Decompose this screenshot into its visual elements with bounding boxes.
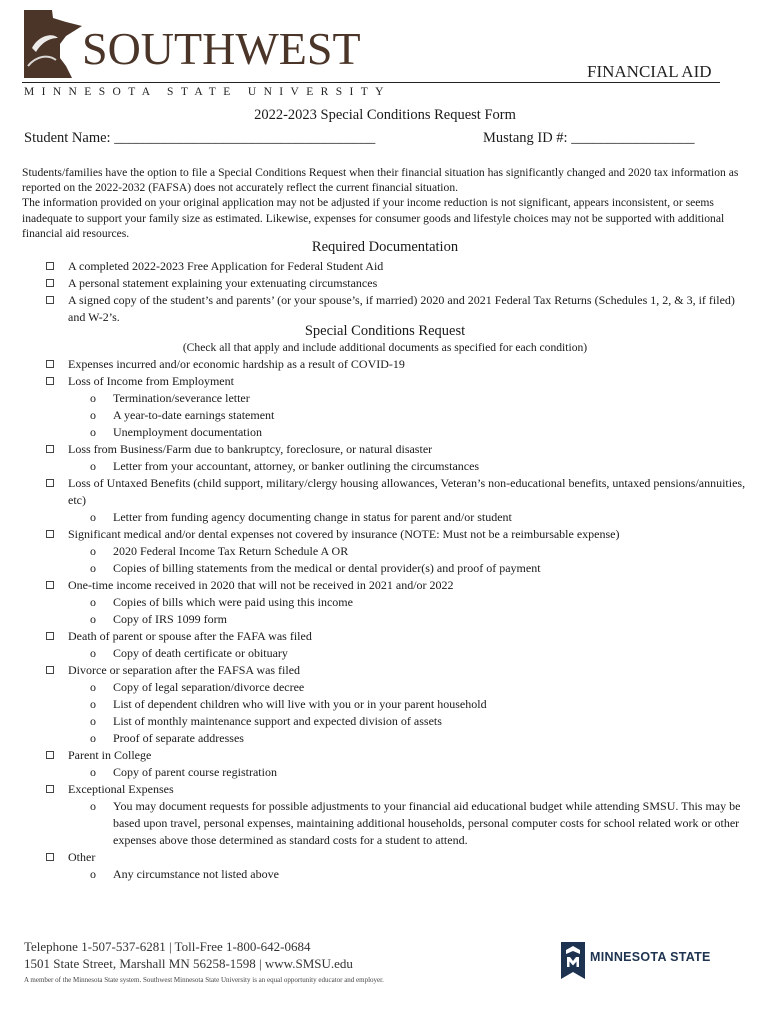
checkbox[interactable] xyxy=(46,785,54,793)
condition-sub-item xyxy=(46,713,746,730)
condition-sub-item-label: Letter from funding agency documenting change in status for parent and/or student xyxy=(113,510,512,524)
condition-item[interactable] xyxy=(46,356,746,373)
condition-item[interactable] xyxy=(46,747,746,764)
condition-sub-item xyxy=(46,696,746,713)
footer-address-line: 1501 State Street, Marshall MN 56258-1598 | www.SMSU.edu xyxy=(24,956,353,971)
condition-sub-item-label: You may document requests for possible adjustments to your financial aid educational budget while attending SMSU. This may be based upon travel, personal expenses, maintaining additional households, personal computer costs for school related work or other expenses above those determined as standard costs for a student to attend. xyxy=(113,799,741,847)
condition-item-label: Other xyxy=(68,850,96,864)
special-conditions-heading: Special Conditions Request xyxy=(304,323,466,339)
form-title: 2022-2023 Special Conditions Request Form xyxy=(254,107,516,123)
bullet-icon: o xyxy=(90,680,96,694)
checkbox[interactable] xyxy=(46,296,54,304)
condition-sub-item xyxy=(46,509,746,526)
condition-sub-item-label: Copies of bills which were paid using this income xyxy=(113,595,353,609)
minnesota-state-outline-logo xyxy=(22,8,84,82)
condition-sub-item-label: Letter from your accountant, attorney, or banker outlining the circumstances xyxy=(113,459,480,473)
special-conditions-instruction: (Check all that apply and include additional documents as specified for each condition) xyxy=(182,341,588,354)
required-documentation-list xyxy=(46,258,746,326)
intro-paragraph: Students/families have the option to file a Special Conditions Request when their financial situation has significantly changed and 2020 tax information as reported on the 2022-2032 (FAFSA) does not accurately reflect the current financial situation. xyxy=(22,166,739,195)
condition-item-label: Expenses incurred and/or economic hardship as a result of COVID-19 xyxy=(68,357,405,371)
checklist-item[interactable] xyxy=(46,258,746,275)
condition-sub-item-label: A year-to-date earnings statement xyxy=(113,408,275,422)
condition-item[interactable] xyxy=(46,662,746,679)
bullet-icon: o xyxy=(90,765,96,779)
checkbox[interactable] xyxy=(46,632,54,640)
checkbox[interactable] xyxy=(46,530,54,538)
checkbox[interactable] xyxy=(46,360,54,368)
checklist-item-label: A personal statement explaining your extenuating circumstances xyxy=(68,276,378,290)
bullet-icon: o xyxy=(90,391,96,405)
condition-item-label: Loss of Untaxed Benefits (child support, military/clergy housing allowances, Veteran’s non-educational benefits, untaxed pensions/annuities, etc) xyxy=(68,476,746,507)
condition-item-label: Exceptional Expenses xyxy=(68,782,174,796)
condition-sub-item xyxy=(46,798,746,849)
bullet-icon: o xyxy=(90,731,96,745)
minnesota-state-logo-text: MINNESOTA STATE xyxy=(590,950,711,964)
checklist-item-label: A completed 2022-2023 Free Application for Federal Student Aid xyxy=(68,259,384,273)
department-label: FINANCIAL AID xyxy=(587,62,712,81)
condition-item[interactable] xyxy=(46,441,746,458)
footer-phone-line: Telephone 1-507-537-6281 | Toll-Free 1-800-642-0684 xyxy=(24,939,311,954)
condition-sub-item-label: Termination/severance letter xyxy=(113,391,250,405)
mustang-id-field[interactable]: Mustang ID #: _________________ xyxy=(483,130,695,146)
checklist-item-label: A signed copy of the student’s and parents’ (or your spouse’s, if married) 2020 and 2021 Federal Tax Returns (Schedules 1, 2, & 3, if filed) and W-2’s. xyxy=(68,293,735,324)
condition-item[interactable] xyxy=(46,475,746,509)
required-documentation-heading: Required Documentation xyxy=(311,239,459,255)
checkbox[interactable] xyxy=(46,377,54,385)
condition-sub-item xyxy=(46,560,746,577)
condition-sub-item xyxy=(46,424,746,441)
intro-paragraph: The information provided on your original application may not be adjusted if your income reduction is not significant, appears inconsistent, or seems inadequate to support your family size as estimated. Likewise, expenses for consumer goods and lifestyle choices may not be supported with additional financial aid resources. xyxy=(22,196,725,240)
condition-sub-item xyxy=(46,764,746,781)
condition-item-label: Loss of Income from Employment xyxy=(68,374,234,388)
condition-sub-item-label: List of monthly maintenance support and expected division of assets xyxy=(113,714,442,728)
bullet-icon: o xyxy=(90,561,96,575)
condition-item[interactable] xyxy=(46,373,746,390)
condition-sub-item xyxy=(46,866,746,883)
checkbox[interactable] xyxy=(46,279,54,287)
checkbox[interactable] xyxy=(46,445,54,453)
condition-item-label: Loss from Business/Farm due to bankruptcy, foreclosure, or natural disaster xyxy=(68,442,433,456)
bullet-icon: o xyxy=(90,612,96,626)
condition-item-label: One-time income received in 2020 that will not be received in 2021 and/or 2022 xyxy=(68,578,454,592)
condition-sub-item xyxy=(46,645,746,662)
condition-sub-item-label: Copy of parent course registration xyxy=(113,765,277,779)
checklist-item[interactable] xyxy=(46,292,746,326)
bullet-icon: o xyxy=(90,799,96,813)
minnesota-state-logo-icon xyxy=(561,942,585,979)
condition-sub-item xyxy=(46,458,746,475)
condition-sub-item xyxy=(46,407,746,424)
special-conditions-list xyxy=(46,356,746,883)
university-subtitle: MINNESOTA STATE UNIVERSITY xyxy=(24,86,391,98)
condition-sub-item-label: Copy of death certificate or obituary xyxy=(113,646,288,660)
condition-sub-item xyxy=(46,730,746,747)
bullet-icon: o xyxy=(90,425,96,439)
condition-item-label: Divorce or separation after the FAFSA was filed xyxy=(68,663,301,677)
condition-sub-item xyxy=(46,594,746,611)
condition-sub-item-label: List of dependent children who will live with you or in your parent household xyxy=(113,697,487,711)
condition-sub-item-label: Copy of IRS 1099 form xyxy=(113,612,227,626)
condition-item-label: Death of parent or spouse after the FAFA was filed xyxy=(68,629,312,643)
condition-item[interactable] xyxy=(46,577,746,594)
condition-item[interactable] xyxy=(46,849,746,866)
condition-sub-item-label: Copies of billing statements from the medical or dental provider(s) and proof of payment xyxy=(113,561,541,575)
checkbox[interactable] xyxy=(46,262,54,270)
condition-sub-item-label: Any circumstance not listed above xyxy=(113,867,279,881)
university-logo-text: SOUTHWEST xyxy=(82,23,361,74)
bullet-icon: o xyxy=(90,459,96,473)
condition-sub-item xyxy=(46,543,746,560)
checkbox[interactable] xyxy=(46,666,54,674)
condition-item[interactable] xyxy=(46,526,746,543)
condition-item-label: Significant medical and/or dental expenses not covered by insurance (NOTE: Must not be a reimbursable expense) xyxy=(68,527,620,541)
checkbox[interactable] xyxy=(46,853,54,861)
condition-item-label: Parent in College xyxy=(68,748,152,762)
bullet-icon: o xyxy=(90,867,96,881)
bullet-icon: o xyxy=(90,697,96,711)
condition-sub-item xyxy=(46,611,746,628)
checklist-item[interactable] xyxy=(46,275,746,292)
bullet-icon: o xyxy=(90,510,96,524)
bullet-icon: o xyxy=(90,408,96,422)
condition-item[interactable] xyxy=(46,781,746,798)
bullet-icon: o xyxy=(90,595,96,609)
bullet-icon: o xyxy=(90,714,96,728)
header-divider xyxy=(22,82,720,83)
condition-sub-item xyxy=(46,679,746,696)
condition-sub-item-label: 2020 Federal Income Tax Return Schedule A OR xyxy=(113,544,349,558)
checkbox[interactable] xyxy=(46,751,54,759)
bullet-icon: o xyxy=(90,646,96,660)
condition-item[interactable] xyxy=(46,628,746,645)
condition-sub-item-label: Proof of separate addresses xyxy=(113,731,244,745)
bullet-icon: o xyxy=(90,544,96,558)
intro-text xyxy=(22,165,744,241)
student-name-field[interactable]: Student Name: ____________________________________ xyxy=(24,130,376,146)
footer-disclaimer: A member of the Minnesota State system. Southwest Minnesota State University is an equal opportunity educator and employer. xyxy=(24,976,384,984)
checkbox[interactable] xyxy=(46,581,54,589)
checkbox[interactable] xyxy=(46,479,54,487)
condition-sub-item-label: Copy of legal separation/divorce decree xyxy=(113,680,305,694)
condition-sub-item xyxy=(46,390,746,407)
condition-sub-item-label: Unemployment documentation xyxy=(113,425,262,439)
